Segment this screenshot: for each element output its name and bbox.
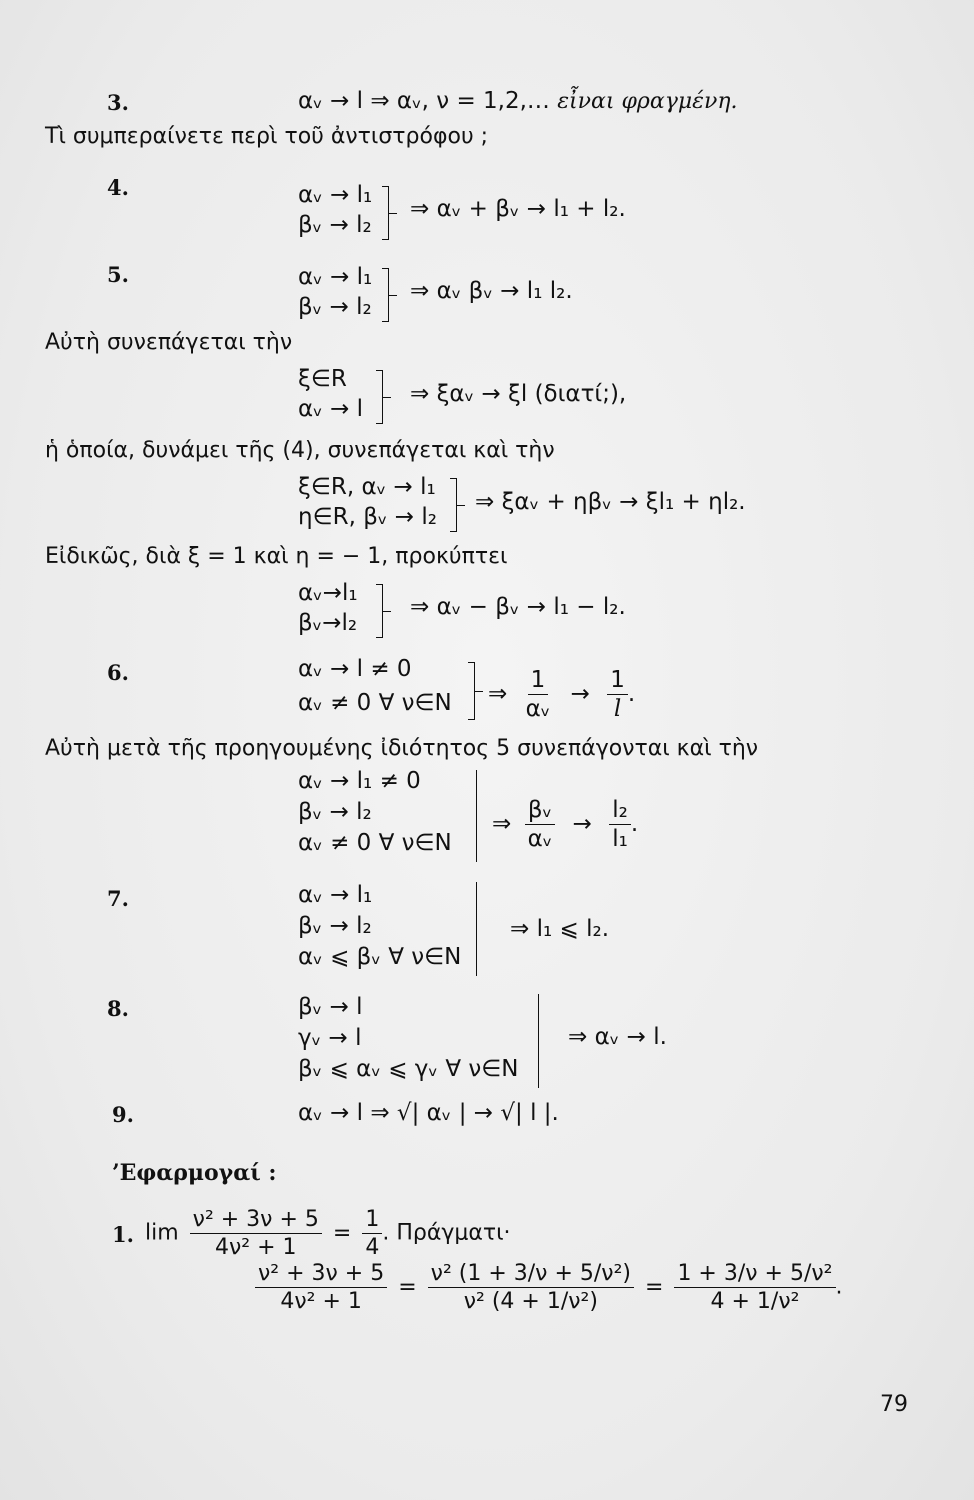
big-eq-1: = [398,1274,417,1300]
item-7-line-1: αᵥ → l₁ [298,882,373,908]
limit-fraction-den: 4ν² + 1 [215,1235,297,1261]
item-3-tail: εἶναι φραγμένη. [557,89,738,114]
item-5-line-1: αᵥ → l₁ [298,264,373,290]
item-5-number: 5. [107,262,129,287]
big-rhs-num: 1 + 3/ν + 5/ν² [674,1262,835,1288]
big-mid-num: ν² (1 + 3/ν + 5/ν²) [428,1262,634,1288]
quarter-den: 4 [365,1235,380,1261]
item-6-end: . [627,681,636,708]
item-8-line-1: βᵥ → l [298,994,363,1020]
item-5-text: Αὐτὴ συνεπάγεται τὴν [45,330,293,355]
item-7-line-2: βᵥ → l₂ [298,913,372,939]
item-4-brace [382,186,389,240]
item-4-line-2: βᵥ → l₂ [298,212,372,238]
applications-heading: ’Εφαρμογαί : [112,1160,277,1186]
item-6-frac-1-num: 1 [528,668,549,695]
big-eq-2: = [645,1274,664,1300]
proof-word: . Πράγματι· [382,1220,511,1246]
item-5-result: ⇒ αᵥ βᵥ → l₁ l₂. [410,278,573,304]
quot-frac-1-den: αᵥ [527,826,553,853]
application-1-number: 1. [112,1222,134,1247]
item-4-line-1: αᵥ → l₁ [298,182,373,208]
item-6-arrow: ⇒ [488,681,508,708]
item-6-number: 6. [107,660,129,685]
xi-line-1: ξ∈R [298,366,347,392]
big-rhs-den: 4 + 1/ν² [710,1289,800,1315]
diff-line-2: βᵥ→l₂ [298,610,358,636]
xi-result: ⇒ ξαᵥ → ξl (διατί;), [410,381,627,407]
diff-brace [376,584,383,638]
big-rhs-fraction [674,1262,835,1313]
item-6-mid-arrow: → [570,681,590,708]
item-6-frac-1-den: αᵥ [525,696,551,723]
big-end: . [835,1274,843,1300]
item-7-line-3: αᵥ ⩽ βᵥ ∀ ν∈N [298,944,462,970]
lim-word: lim [145,1220,179,1246]
quot-arrow: ⇒ [492,811,512,838]
item-7-bar [476,882,477,976]
page-number: 79 [880,1392,908,1417]
big-lhs-num: ν² + 3ν + 5 [255,1262,387,1288]
quot-frac-1-num: βᵥ [525,798,555,825]
item-9-formula: αᵥ → l ⇒ √| αᵥ | → √| l |. [298,1100,559,1126]
item-8-number: 8. [107,996,129,1021]
xi-brace [376,370,383,424]
big-mid-fraction [428,1262,634,1313]
item-8-line-2: γᵥ → l [298,1025,362,1051]
item-6-result [488,668,635,721]
diff-result: ⇒ αᵥ − βᵥ → l₁ − l₂. [410,594,626,620]
quot-bar [476,770,477,862]
limit-fraction-num: ν² + 3ν + 5 [190,1208,322,1234]
diff-line-1: αᵥ→l₁ [298,580,358,606]
item-3-question: Τὶ συμπεραίνετε περὶ τοῦ ἀντιστρόφου ; [45,124,489,149]
quot-line-2: βᵥ → l₂ [298,799,372,825]
item-3-number: 3. [107,90,129,115]
item-6-frac-2-num: 1 [607,668,628,695]
item-6-frac-2-den: l [613,696,622,723]
quot-mid-arrow: → [572,811,592,838]
quot-line-1: αᵥ → l₁ ≠ 0 [298,768,421,794]
quot-frac-2-num: l₂ [609,798,631,825]
text-this: Αὐτὴ μετὰ τῆς προηγουμένης ἰδιότητος 5 συνεπάγονται καὶ τὴν [45,736,759,761]
item-6-frac-2 [607,668,628,721]
item-7-number: 7. [107,886,129,911]
item-6-frac-1 [523,668,554,721]
item-3-formula-text: αᵥ → l ⇒ αᵥ, ν = 1,2,… [298,88,558,114]
quot-line-3: αᵥ ≠ 0 ∀ ν∈N [298,830,452,856]
limit-equals: = [332,1220,352,1246]
item-8-result: ⇒ αᵥ → l. [568,1024,667,1050]
item-6-line-2: αᵥ ≠ 0 ∀ ν∈N [298,690,452,716]
application-1-limit [145,1208,511,1259]
quot-end: . [630,811,639,838]
text-which: ἡ ὁποία, δυνάμει τῆς (4), συνεπάγεται καὶ τὴν [45,438,555,463]
big-lhs-den: 4ν² + 1 [280,1289,362,1315]
item-5-brace [382,268,389,322]
xieta-brace [450,478,457,532]
item-6-line-1: αᵥ → l ≠ 0 [298,656,412,682]
item-4-number: 4. [107,175,129,200]
quarter-fraction [362,1208,382,1259]
limit-fraction [190,1208,322,1259]
item-6-brace [468,662,475,720]
xieta-line-2: η∈R, βᵥ → l₂ [298,504,437,530]
item-9-number: 9. [112,1102,134,1127]
xi-line-2: αᵥ → l [298,396,364,422]
quot-frac-2-den: l₁ [612,826,628,853]
item-8-bar [538,994,539,1088]
big-lhs-fraction [255,1262,387,1313]
item-4-result: ⇒ αᵥ + βᵥ → l₁ + l₂. [410,196,626,222]
quot-result [492,798,638,851]
xieta-line-1: ξ∈R, αᵥ → l₁ [298,474,436,500]
quot-frac-2 [609,798,631,851]
application-1-derivation [255,1262,843,1313]
xieta-result: ⇒ ξαᵥ + ηβᵥ → ξl₁ + ηl₂. [475,489,746,515]
big-mid-den: ν² (4 + 1/ν²) [463,1289,598,1315]
item-5-line-2: βᵥ → l₂ [298,294,372,320]
text-special: Εἰδικῶς, διὰ ξ = 1 καὶ η = − 1, προκύπτει [45,544,508,569]
item-3-formula [298,88,738,114]
quot-frac-1 [525,798,556,851]
item-8-line-3: βᵥ ⩽ αᵥ ⩽ γᵥ ∀ ν∈N [298,1056,519,1082]
quarter-num: 1 [362,1208,382,1234]
item-7-result: ⇒ l₁ ⩽ l₂. [510,916,610,942]
